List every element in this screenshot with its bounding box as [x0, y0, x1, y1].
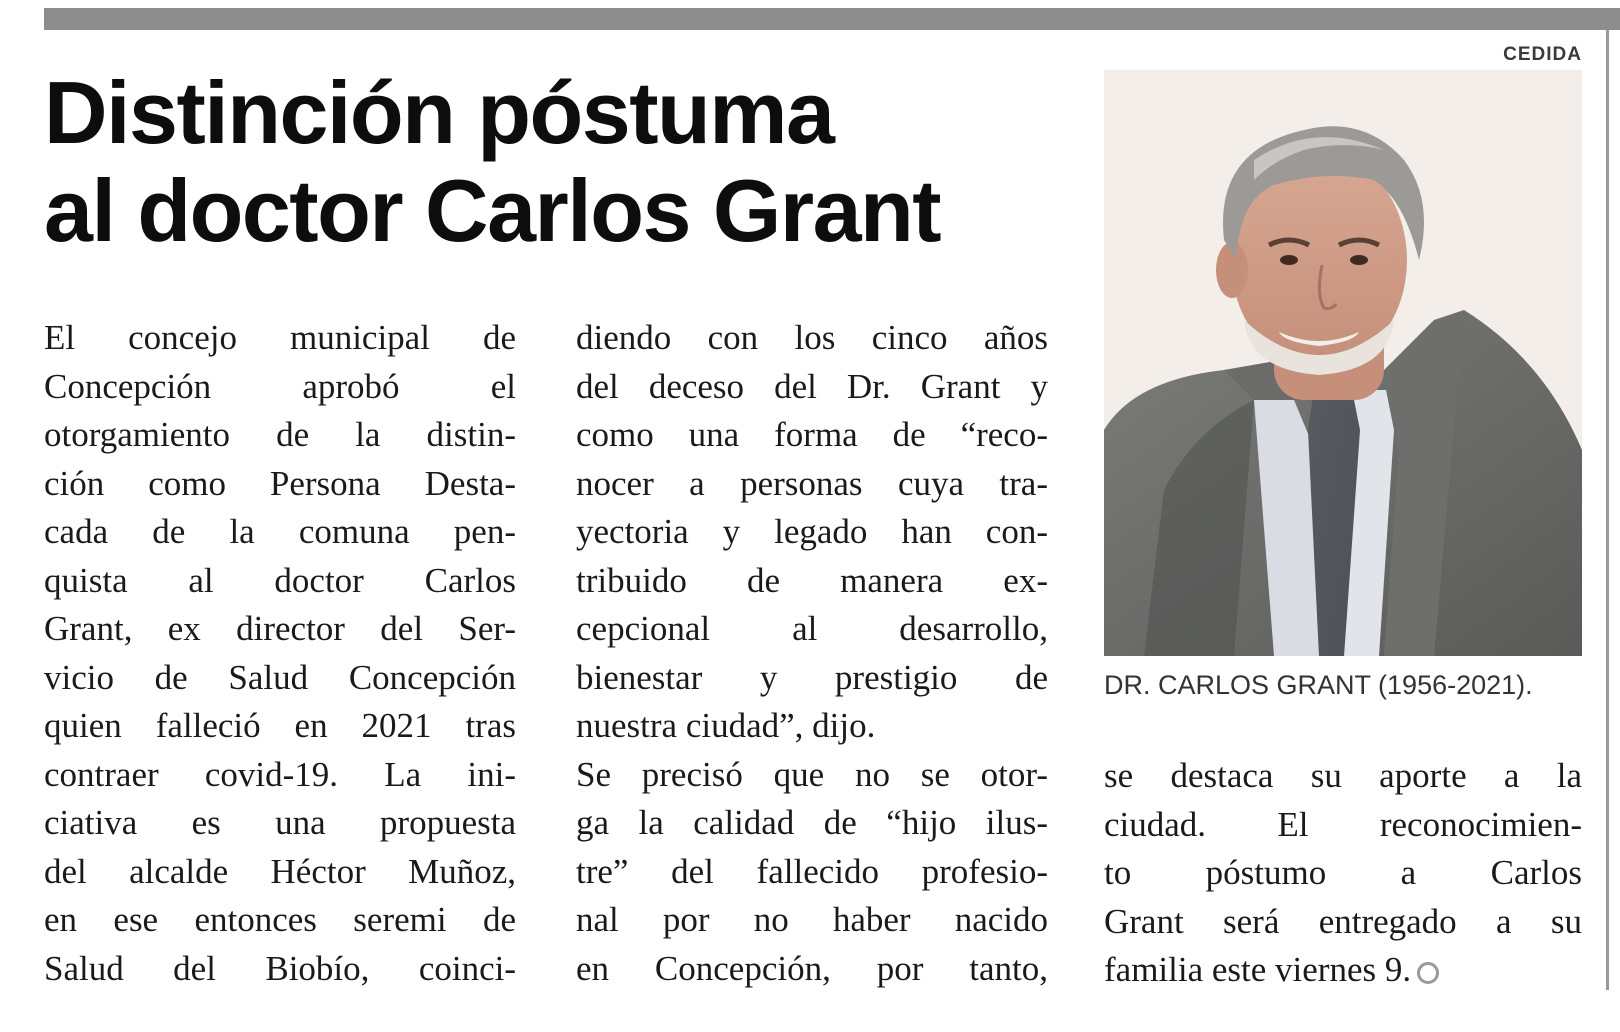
headline-line-2: al doctor Carlos Grant — [44, 161, 941, 260]
article-column-2 — [576, 314, 1048, 993]
article-line: quista al doctor Carlos — [44, 560, 516, 600]
article-line: contraer covid-19. La ini- — [44, 754, 516, 794]
article-line: del alcalde Héctor Muñoz, — [44, 851, 516, 891]
article-line: Se precisó que no se otor- — [576, 754, 1048, 794]
article-line: del deceso del Dr. Grant y — [576, 366, 1048, 406]
article-line: nal por no haber nacido — [576, 900, 1048, 939]
article-line: en ese entonces seremi de — [44, 900, 516, 939]
article-line: Grant, ex director del Ser- — [44, 609, 516, 648]
article-line: Salud del Biobío, coinci- — [44, 948, 516, 988]
article-line: nocer a personas cuya tra- — [576, 463, 1048, 503]
page-edge-line — [1606, 30, 1609, 990]
article-line: Concepción aprobó el — [44, 366, 516, 406]
photo-caption: DR. CARLOS GRANT (1956-2021). — [1104, 670, 1533, 700]
article-line: ciativa es una propuesta — [44, 803, 516, 842]
top-rule — [44, 8, 1620, 30]
article-line: yectoria y legado han con- — [576, 512, 1048, 551]
article-line: quien falleció en 2021 tras — [44, 706, 516, 745]
article-line: El concejo municipal de — [44, 318, 516, 357]
headline — [44, 64, 1094, 260]
headline-line-1: Distinción póstuma — [44, 63, 834, 162]
portrait-photo — [1104, 70, 1582, 656]
article-line: nuestra ciudad”, dijo. — [576, 706, 876, 745]
article-line: como una forma de “reco- — [576, 415, 1048, 454]
end-of-article-icon — [1417, 962, 1439, 984]
article-column-3 — [1104, 752, 1582, 995]
article-line: tre” del fallecido profesio- — [576, 851, 1048, 891]
article-line: tribuido de manera ex- — [576, 560, 1048, 600]
article-line: ciudad. El reconocimien- — [1104, 804, 1582, 844]
article-line: cada de la comuna pen- — [44, 512, 516, 551]
article-line: cepcional al desarrollo, — [576, 609, 1048, 648]
article-line: en Concepción, por tanto, — [576, 948, 1048, 988]
article-line: to póstumo a Carlos — [1104, 853, 1582, 892]
portrait-illustration — [1104, 70, 1582, 656]
article-line: familia este viernes 9. — [1104, 946, 1582, 995]
article-line: Grant será entregado a su — [1104, 901, 1582, 941]
article-line: se destaca su aporte a la — [1104, 756, 1582, 795]
article-line: vicio de Salud Concepción — [44, 657, 516, 697]
article-column-1 — [44, 314, 516, 993]
photo-credit: CEDIDA — [1503, 44, 1582, 65]
article-line: otorgamiento de la distin- — [44, 415, 516, 454]
article-line: bienestar y prestigio de — [576, 657, 1048, 697]
article-line: diendo con los cinco años — [576, 318, 1048, 357]
article-line: ción como Persona Desta- — [44, 463, 516, 503]
article-line: ga la calidad de “hijo ilus- — [576, 803, 1048, 842]
